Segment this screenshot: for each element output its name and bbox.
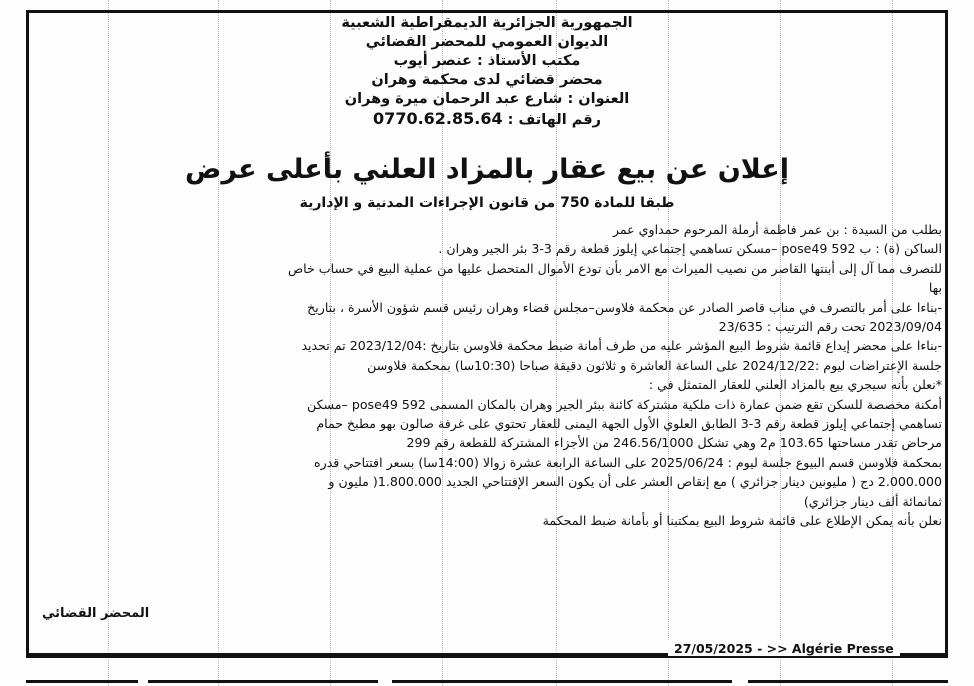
body-line: للتصرف مما آل إلى أبنتها القاصر من نصيب الميراث مع الامر بأن تودع الأموال المتحصل عليها من عملية البيع في حساب خاص	[287, 260, 942, 276]
body-line: -بناءا على أمر بالتصرف في مناب قاصر الصادر عن محكمة فلاوسن–مجلس قضاء وهران رئيس قسم شؤون الأسرة ، بتاريخ	[307, 299, 942, 315]
notice-header	[0, 14, 974, 130]
body-line: 2023/09/04 تحت رقم الترتيب : 23/635	[718, 319, 942, 335]
bottom-divider	[392, 680, 732, 683]
header-office: الديوان العمومي للمحضر القضائي	[365, 34, 609, 50]
header-phone	[0, 109, 974, 130]
phone-number: 0770.62.85.64	[373, 109, 503, 128]
header-court: محضر قضائي لدى محكمة وهران	[371, 72, 603, 88]
body-line: الساكن (ة) : ب pose49 592 –مسكن تساهمي إجتماعي إيلوز قطعة رقم 3-3 بئر الجير وهران .	[438, 241, 942, 257]
header-address: العنوان : شارع عبد الرحمان ميرة وهران	[344, 91, 630, 107]
body-line: 2.000.000 دج ( مليونين دينار جزائري ) مع إنقاص العشر على أن يكون السعر الإفتتاحي الجديد 1.800.000( مليون و	[328, 474, 942, 490]
bottom-divider	[26, 680, 138, 683]
notice-subtitle: طبقا للمادة 750 من قانون الإجراءات المدنية و الإدارية	[299, 195, 675, 211]
body-line: *نعلن بأنه سيجري بيع بالمزاد العلني للعقار المتمثل في :	[648, 377, 942, 393]
notice-body	[36, 220, 942, 531]
header-country: الجمهورية الجزائرية الديمقراطية الشعبية	[341, 15, 633, 31]
body-line: بطلب من السيدة : بن عمر فاطمة أرملة المرحوم حمداوي عمر	[612, 222, 942, 237]
body-line: مرحاض تقدر مساحتها 103.65 م2 وهي تشكل 246.56/1000 من الأجزاء المشتركة للقطعة رقم 299	[406, 435, 942, 451]
notice-title: إعلان عن بيع عقار بالمزاد العلني بأعلى عرض	[185, 154, 789, 185]
body-line: جلسة الإعتراضات ليوم :2024/12/22 على الساعة العاشرة و ثلاثون دقيقة صباحا (10:30سا) بمحكمة فلاوسن	[367, 357, 942, 373]
header-bailiff-name: مكتب الأستاذ : عنصر أيوب	[393, 53, 581, 69]
body-line: أمكنة مخصصة للسكن تقع ضمن عمارة ذات ملكية مشتركة كائنة ببئر الجير وهران بالمكان المسمى pose49 592 –مسكن	[307, 396, 942, 412]
body-line: بها	[928, 280, 942, 296]
footer-source: 27/05/2025 - >> Algérie Presse	[668, 641, 900, 656]
bottom-divider	[748, 680, 948, 683]
body-line: ثمانمائة ألف دينار جزائري)	[803, 493, 942, 509]
body-line: تساهمي إجتماعي إيلوز قطعة رقم 3-3 الطابق العلوي الأول الجهة اليمنى للعقار تحتوي على غرفة صالون بهو مطبخ حمام	[316, 416, 942, 432]
body-line: -بناءا على محضر إيداع قائمة شروط البيع المؤشر عليه من طرف أمانة ضبط محكمة فلاوسن بتاريخ :2023/12/04 تم تحديد	[301, 338, 942, 354]
phone-label: رقم الهاتف :	[507, 112, 601, 128]
signature: المحضر القضائي	[42, 606, 150, 621]
body-line: بمحكمة فلاوسن قسم البيوع جلسة ليوم : 2025/06/24 على الساعة الرابعة عشرة زوالا (14:00سا) بسعر افتتاحي قدره	[314, 454, 942, 470]
bottom-divider	[148, 680, 378, 683]
body-line: نعلن بأنه يمكن الإطلاع على قائمة شروط البيع بمكتبنا أو بأمانة ضبط المحكمة	[542, 513, 942, 529]
